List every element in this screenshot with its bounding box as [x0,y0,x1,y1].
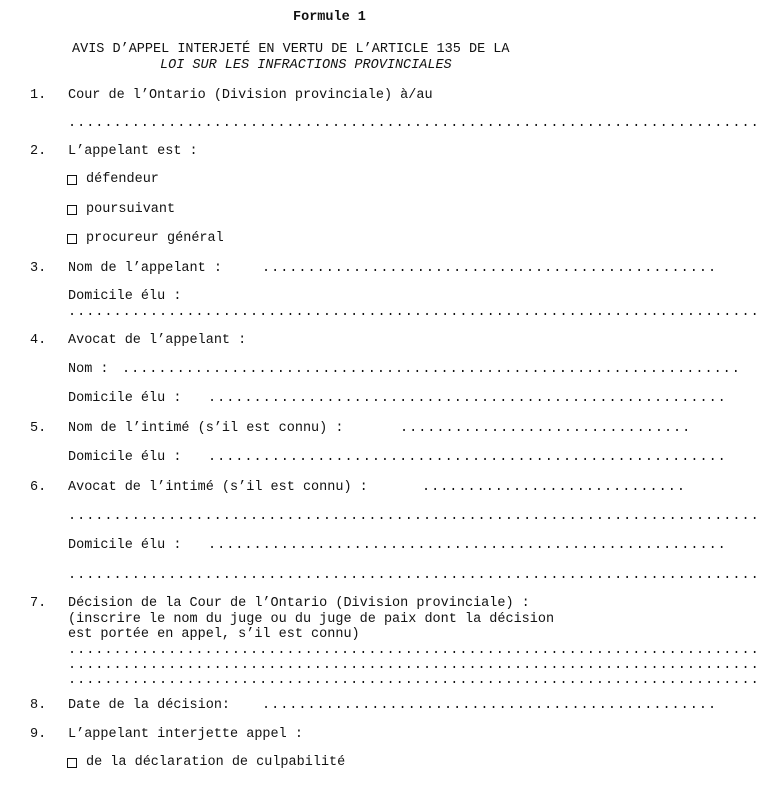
appeal-scope-label: L’appelant interjette appel : [68,727,303,742]
form-heading: AVIS D’APPEL INTERJETÉ EN VERTU DE L’ARTICLE 135 DE LA [72,42,510,57]
respondent-counsel-domicile-dots[interactable]: ......................................................... [208,538,727,553]
appellant-status-label: L’appelant est : [68,144,198,159]
item-number: 1. [30,88,47,103]
item-number: 2. [30,144,47,159]
conviction-checkbox[interactable] [67,758,77,768]
respondent-counsel-label: Avocat de l’intimé (s’il est connu) : [68,480,368,495]
item-number: 6. [30,480,47,495]
appellant-counsel-domicile-dots[interactable]: ......................................................... [208,391,727,406]
appellant-domicile-dots[interactable]: ............................................................................ [68,305,760,320]
decision-date-label: Date de la décision: [68,698,231,713]
respondent-name-dots[interactable]: ................................ [400,421,692,436]
decision-instructions: (inscrire le nom du juge ou du juge de paix dont la décision [68,612,555,627]
decision-dots-line3[interactable]: ............................................................................ [68,673,760,688]
form-title: Formule 1 [293,10,366,25]
attorney-general-checkbox[interactable] [67,234,77,244]
respondent-domicile-label: Domicile élu : [68,450,182,465]
respondent-counsel-domicile-label: Domicile élu : [68,538,182,553]
decision-label: Décision de la Cour de l’Ontario (Division provinciale) : [68,596,530,611]
decision-instructions-cont: est portée en appel, s’il est connu) [68,627,360,642]
item-number: 7. [30,596,47,611]
court-field-dots[interactable]: ............................................................................ [68,116,760,131]
appellant-name-dots[interactable]: .................................................. [262,261,718,276]
prosecutor-checkbox[interactable] [67,205,77,215]
defendant-option-label: défendeur [86,172,159,187]
respondent-counsel-dots-line2[interactable]: ............................................................................ [68,509,760,524]
item-number: 3. [30,261,47,276]
form-heading-act-name: LOI SUR LES INFRACTIONS PROVINCIALES [160,58,452,73]
item-number: 4. [30,333,47,348]
decision-dots-line2[interactable]: ............................................................................ [68,658,760,673]
item-number: 5. [30,421,47,436]
conviction-option-label: de la déclaration de culpabilité [86,755,346,770]
prosecutor-option-label: poursuivant [86,202,176,217]
respondent-domicile-dots[interactable]: ......................................................... [208,450,727,465]
appellant-domicile-label: Domicile élu : [68,289,182,304]
defendant-checkbox[interactable] [67,175,77,185]
respondent-counsel-dots[interactable]: ............................. [422,480,686,495]
respondent-counsel-domicile-dots-line2[interactable]: ............................................................................ [68,568,760,583]
appellant-name-label: Nom de l’appelant : [68,261,222,276]
court-label: Cour de l’Ontario (Division provinciale) à/au [68,88,433,103]
decision-dots-line1[interactable]: ............................................................................ [68,643,760,658]
appellant-counsel-name-dots[interactable]: .................................................................... [122,362,741,377]
respondent-name-label: Nom de l’intimé (s’il est connu) : [68,421,344,436]
appellant-counsel-name-label: Nom : [68,362,109,377]
item-number: 9. [30,727,47,742]
attorney-general-option-label: procureur général [86,231,224,246]
item-number: 8. [30,698,47,713]
appellant-counsel-label: Avocat de l’appelant : [68,333,247,348]
decision-date-dots[interactable]: .................................................. [262,698,718,713]
appellant-counsel-domicile-label: Domicile élu : [68,391,182,406]
